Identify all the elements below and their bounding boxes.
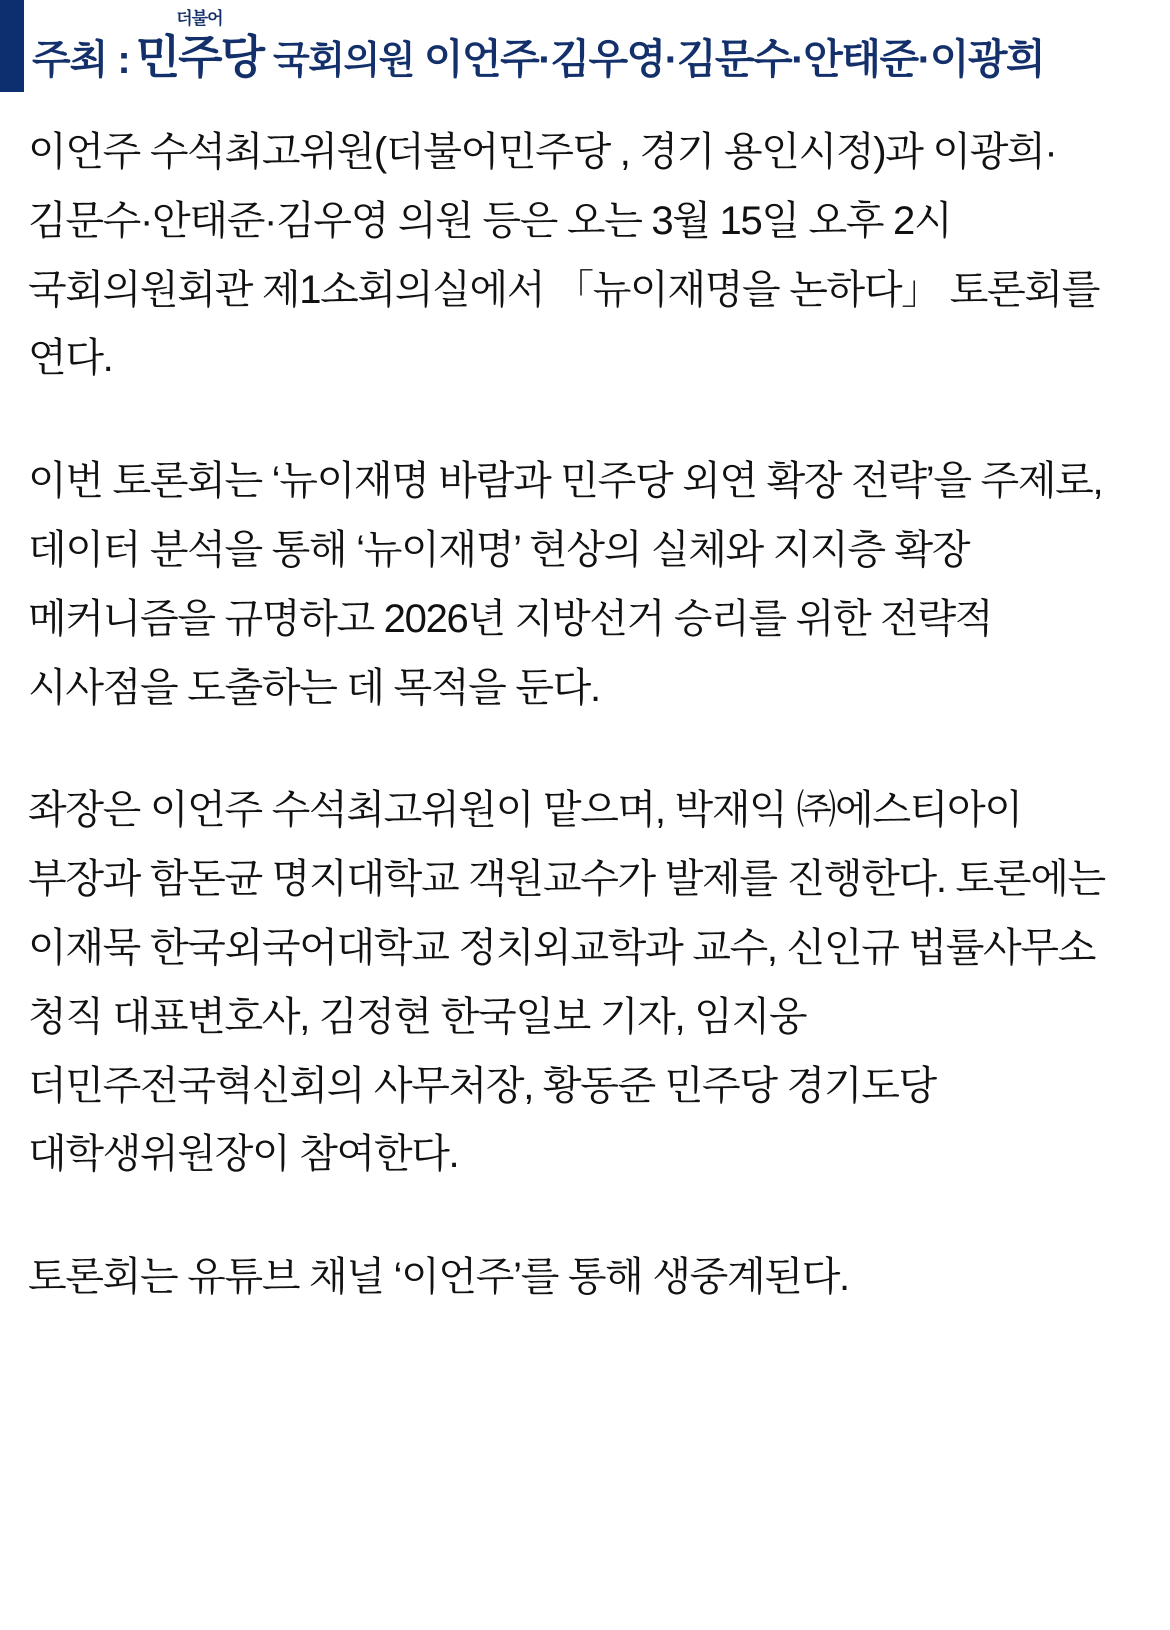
banner-accent-bar <box>0 0 24 92</box>
banner-member-names: 이언주·김우영·김문수·안태준·이광희 <box>423 36 1045 82</box>
event-poster-banner <box>0 0 1170 92</box>
article-paragraph: 이언주 수석최고위원(더불어민주당 , 경기 용인시정)과 이광희·김문수·안태준·김우영 의원 등은 오는 3월 15일 오후 2시 국회의원회관 제1소회의실에서 「뉴이재명을 논하다」 토론회를 연다. <box>28 130 1100 381</box>
banner-text-row <box>24 0 1170 92</box>
banner-host-label: 주최 : <box>32 38 130 82</box>
article-paragraph: 토론회는 유튜브 채널 ‘이언주’를 통해 생중계된다. <box>28 1255 849 1300</box>
article-paragraph: 좌장은 이언주 수석최고위원이 맡으며, 박재익 ㈜에스티아이 부장과 함돈균 명지대학교 객원교수가 발제를 진행한다. 토론에는 이재묵 한국외국어대학교 정치외교학과 교수, 신인규 법률사무소 청직 대표변호사, 김정현 한국일보 기자, 임지웅 더민주전국혁신회의 사무처장, 황동준 민주당 경기도당 대학생위원장이 참여한다. <box>28 788 1105 1177</box>
banner-party-name: 민주당 <box>135 31 264 83</box>
banner-party-logo <box>135 9 264 83</box>
article-paragraph: 이번 토론회는 ‘뉴이재명 바람과 민주당 외연 확장 전략’을 주제로, 데이터 분석을 통해 ‘뉴이재명’ 현상의 실체와 지지층 확장 메커니즘을 규명하고 2026년 지방선거 승리를 위한 전략적 시사점을 도출하는 데 목적을 둔다. <box>28 459 1103 710</box>
banner-party-superscript: 더불어 <box>176 9 223 28</box>
banner-role-label: 국회의원 <box>273 40 414 82</box>
article-body <box>0 92 1170 1312</box>
